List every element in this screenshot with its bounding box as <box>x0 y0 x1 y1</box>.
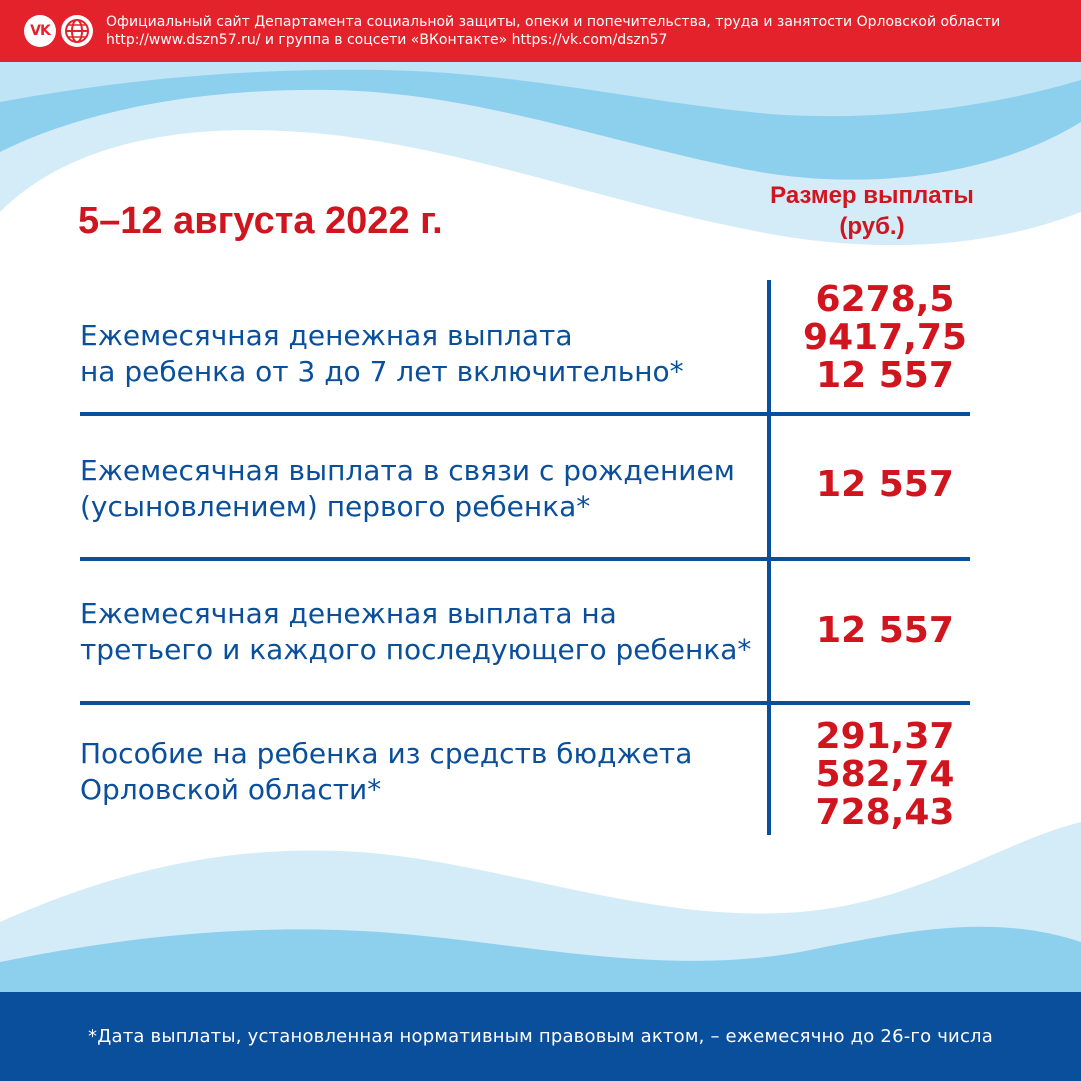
row-divider-2 <box>80 557 970 561</box>
row-4-amount-1: 291,37 <box>815 716 955 757</box>
header-line-1: Официальный сайт Департамента социальной защиты, опеки и попечительства, труда и занятости Орловской области <box>106 14 1001 30</box>
row-1-amount-2: 9417,75 <box>803 317 967 358</box>
row-1-label-line-2: на ребенка от 3 до 7 лет включительно* <box>80 355 684 388</box>
row-divider-1 <box>80 412 970 416</box>
row-1-label <box>80 318 760 390</box>
row-divider-3 <box>80 701 970 705</box>
row-3-label <box>80 596 760 668</box>
row-3-amounts <box>775 612 995 650</box>
row-1-amounts <box>775 281 995 395</box>
row-2-amount-1: 12 557 <box>816 464 954 505</box>
row-2-amounts <box>775 466 995 504</box>
row-3-label-line-2: третьего и каждого последующего ребенка* <box>80 633 752 666</box>
top-bar <box>0 0 1081 62</box>
row-2-label-line-1: Ежемесячная выплата в связи с рождением <box>80 454 735 487</box>
amount-header-line-1: Размер выплаты <box>770 182 974 209</box>
amount-column-header <box>752 180 992 242</box>
header-text <box>106 13 1000 49</box>
row-3-amount-1: 12 557 <box>816 610 954 651</box>
row-4-label <box>80 736 760 808</box>
row-3-label-line-1: Ежемесячная денежная выплата на <box>80 597 617 630</box>
row-1-label-line-1: Ежемесячная денежная выплата <box>80 319 573 352</box>
globe-icon[interactable] <box>61 15 93 47</box>
vk-icon[interactable]: VK <box>24 15 56 47</box>
row-4-label-line-2: Орловской области* <box>80 773 382 806</box>
amount-header-line-2: (руб.) <box>839 213 905 240</box>
row-4-label-line-1: Пособие на ребенка из средств бюджета <box>80 737 693 770</box>
date-title: 5–12 августа 2022 г. <box>78 200 443 242</box>
row-4-amount-2: 582,74 <box>815 754 955 795</box>
footnote: *Дата выплаты, установленная нормативным правовым актом, – ежемесячно до 26-го числа <box>88 1026 993 1047</box>
footer-bar <box>0 992 1081 1081</box>
row-1-amount-1: 6278,5 <box>815 279 955 320</box>
row-4-amounts <box>775 718 995 832</box>
row-2-label <box>80 453 760 525</box>
row-1-amount-3: 12 557 <box>816 355 954 396</box>
row-4-amount-3: 728,43 <box>815 792 955 833</box>
row-2-label-line-2: (усыновлением) первого ребенка* <box>80 490 591 523</box>
header-line-2[interactable]: http://www.dszn57.ru/ и группа в соцсети «ВКонтакте» https://vk.com/dszn57 <box>106 32 668 48</box>
